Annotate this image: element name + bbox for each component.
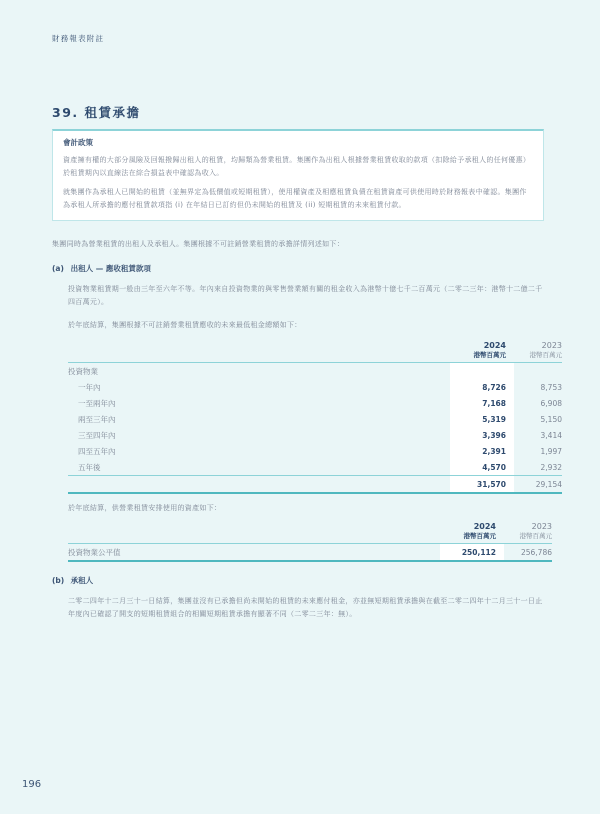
- accounting-policy-box: [52, 129, 544, 221]
- table-row: 一至兩年內 7,168 6,908: [68, 395, 562, 411]
- table-row: 投資物業公平值 250,112 256,786: [68, 544, 552, 562]
- table-row: 三至四年內 3,396 3,414: [68, 427, 562, 443]
- table1-intro: 於年底結算，集團根據不可註銷營業租賃應收的未來最低租金總額如下：: [68, 321, 302, 329]
- policy-paragraph-lessee: 就集團作為承租人已開始的租賃（並無界定為低價值或短期租賃），使用權資產及相應租賃負債在租賃資產可供使用時於財務報表中確認。集團作為承租人所承擔的應付租賃款項指 (i) 在年結日已訂約但仍未開始的租賃及 (ii) 短期租賃的未來租賃付款。: [63, 188, 527, 209]
- policy-paragraph-lessor: 資產擁有權的大部分風險及回報撥歸出租人的租賃，均歸類為營業租賃。集團作為出租人根據營業租賃收取的款項（扣除給予承租人的任何優惠）於租賃期內以直線法在綜合損益表中確認為收入。: [63, 156, 531, 177]
- table-total-row: 31,570 29,154: [68, 476, 562, 494]
- column-header-2023: 2023 港幣百萬元: [514, 341, 562, 363]
- policy-box-title: 會計政策: [63, 138, 93, 147]
- intro-paragraph: 集團同時為營業租賃的出租人及承租人。集團根據不可註銷營業租賃的承擔詳情列述如下：: [52, 240, 344, 248]
- column-header-2023: 2023 港幣百萬元: [504, 522, 552, 544]
- column-header-2024: 2024 港幣百萬元: [450, 341, 514, 363]
- table-header-row: [68, 341, 562, 363]
- table-row: 一年內 8,726 8,753: [68, 379, 562, 395]
- section-a-title: 出租人 — 應收租賃款項: [70, 264, 151, 273]
- table2-intro: 於年底結算，供營業租賃安排使用的資產如下：: [68, 504, 222, 512]
- section-a-heading: [52, 263, 151, 274]
- section-b-title: 承租人: [70, 576, 94, 585]
- table-group-row: 投資物業: [68, 363, 562, 380]
- note-title: 39. 租賃承擔: [52, 105, 141, 120]
- table-header-row: [68, 522, 552, 544]
- table-row: 四至五年內 2,391 1,997: [68, 443, 562, 459]
- table-row: 五年後 4,570 2,932: [68, 459, 562, 476]
- table-row: 兩至三年內 5,319 5,150: [68, 411, 562, 427]
- running-header: 財務報表附註: [52, 34, 105, 43]
- section-b-paragraph: 二零二四年十二月三十一日結算，集團並沒有已承擔但尚未開始的租賃的未來應付租金，亦並無短期租賃承擔與在截至二零二四年十二月三十一日止年度內已確認了開支的短期租賃組合的相關短期租賃承擔有顯著不同（二零二三年：無）。: [68, 597, 543, 618]
- section-b-heading: [52, 575, 93, 586]
- page-number: 196: [22, 779, 42, 790]
- assets-held-for-operating-leases-table: [68, 522, 552, 562]
- section-a-paragraph: 投資物業租賃期一般由三年至六年不等。年內來自投資物業的與零售營業額有關的租金收入為港幣十億七千二百萬元（二零二三年：港幣十二億二千四百萬元）。: [68, 285, 543, 306]
- future-minimum-lease-receivables-table: [68, 341, 562, 494]
- section-b-label: (b): [52, 576, 65, 585]
- column-header-2024: 2024 港幣百萬元: [440, 522, 504, 544]
- section-a-label: (a): [52, 264, 64, 273]
